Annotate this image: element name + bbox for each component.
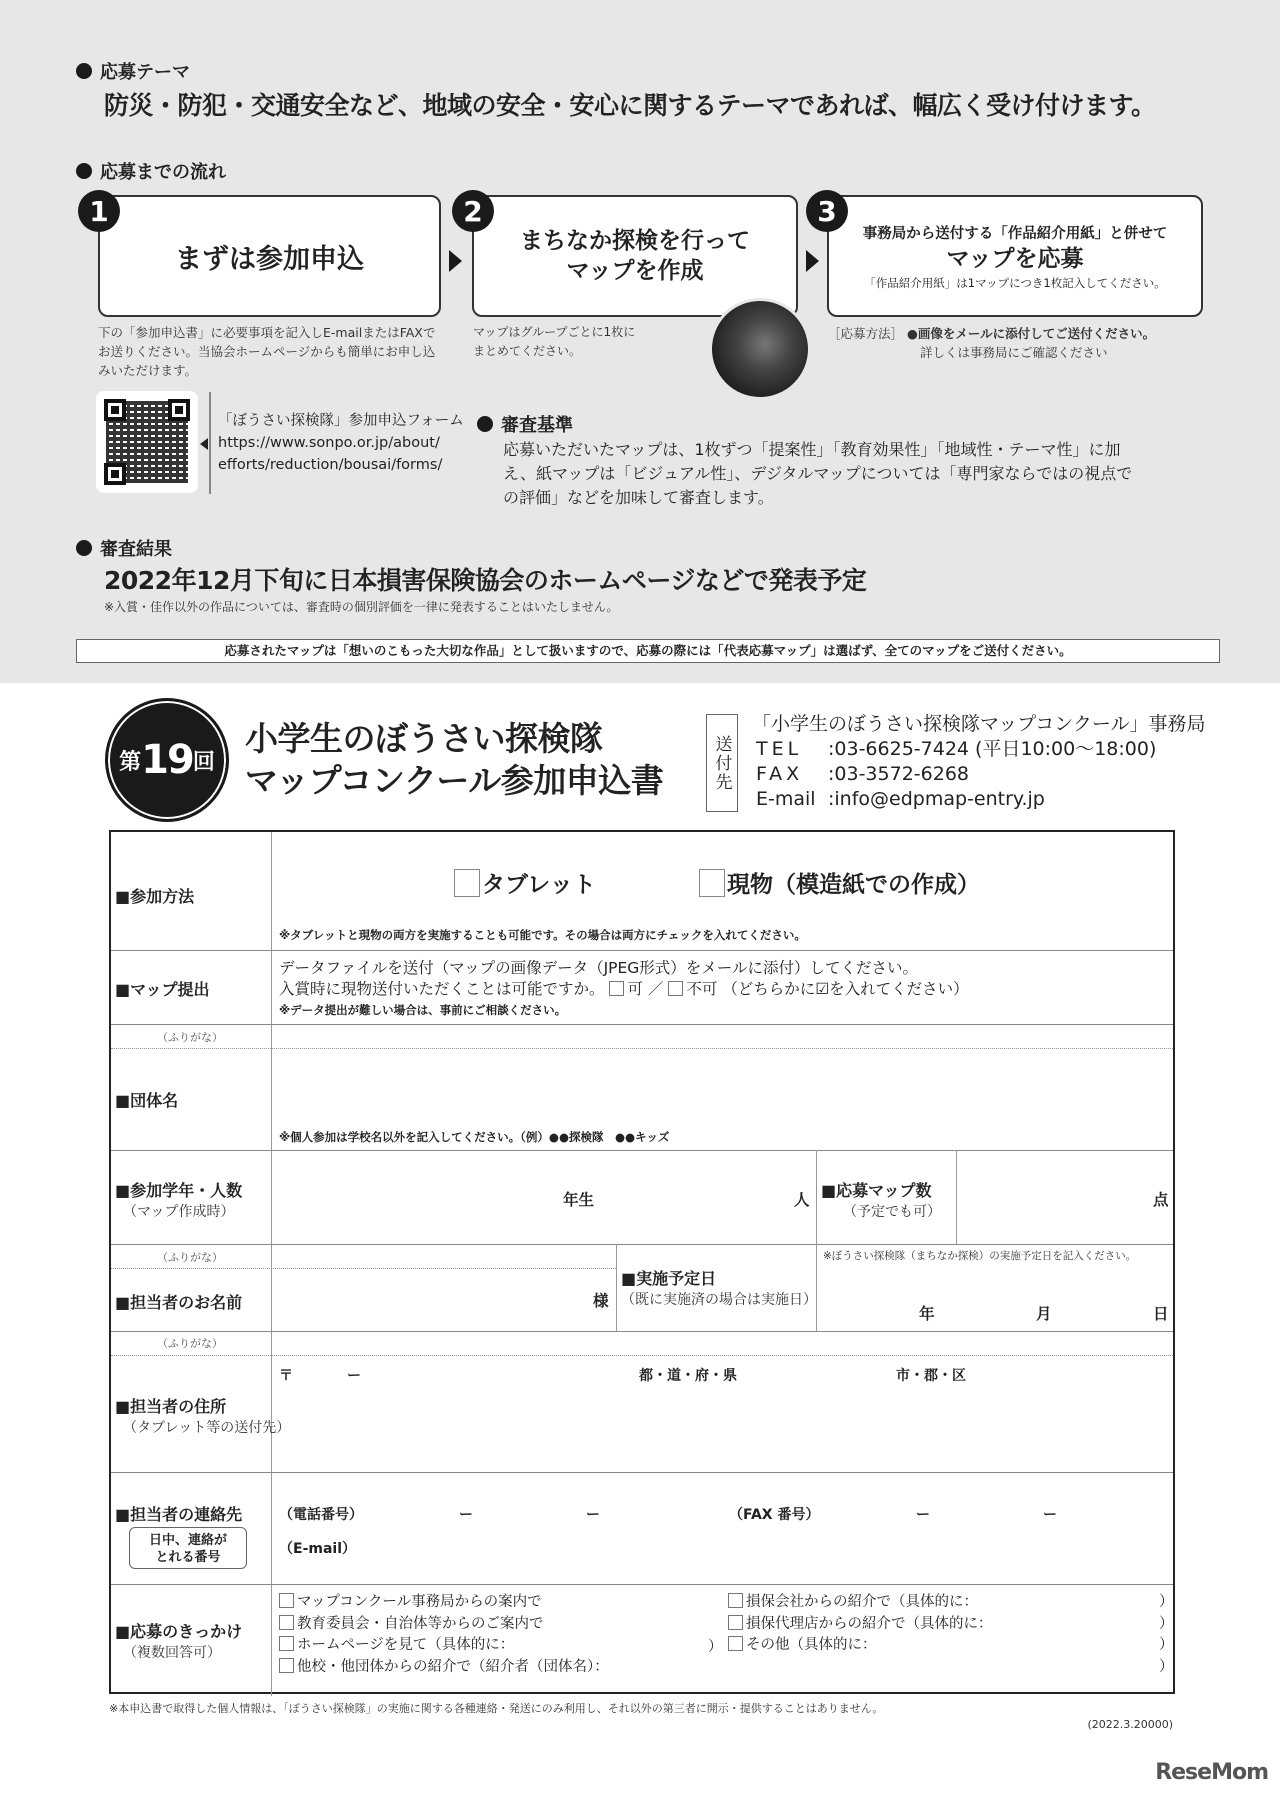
result-heading: 審査結果 [76,535,172,561]
name-label: ■担当者のお名前 [115,1293,243,1312]
method-label: ■参加方法 [115,887,195,906]
name-input[interactable] [273,1272,593,1328]
method-option-physical[interactable]: 現物（模造紙での作成） [699,866,980,899]
checkbox[interactable] [279,1615,294,1630]
form-url-line2[interactable]: efforts/reduction/bousai/forms/ [218,457,443,473]
qr-code[interactable] [96,391,198,493]
daytime-contact-pill: 日中、連絡が とれる番号 [129,1527,247,1569]
checkbox[interactable] [728,1615,743,1630]
step-3-method: ［応募方法］ ●画像をメールに添付してご送付ください。 [828,326,1156,341]
method-note: ※タブレットと現物の両方を実施することも可能です。その場合は両方にチェックを入れてください。 [279,928,806,942]
submit-label: ■マップ提出 [115,980,210,999]
arrow-right-icon [806,250,819,272]
name-furigana-input[interactable] [273,1246,613,1266]
trigger-option[interactable]: ホームページを見て（具体的に： [279,1635,609,1657]
bullet-icon [477,416,493,432]
grade-input[interactable] [273,1152,553,1242]
close-paren: ） [708,1639,723,1655]
step-2-box: まちなか探検を行って マップを作成 [472,195,798,317]
method-option-tablet[interactable]: タブレット [454,866,596,899]
step-2-note: マップはグループごとに1枚に まとめてください。 [473,325,636,358]
bullet-icon [76,540,92,556]
step-3-method-sub: 詳しくは事務局にご確認ください [920,345,1108,360]
sendto-tag: 送付先 [706,714,738,812]
sendto-info: 「小学生のぼうさい探検隊マップコンクール」事務局 TEL :03-6625-7424 (平日10:00〜18:00) FAX :03-3572-6268 E-mail :info@edpmap-entry.jp [752,713,1206,810]
city-label: 市・郡・区 [896,1368,966,1384]
trigger-option[interactable]: その他（具体的に： [728,1635,993,1657]
result-note: ※入賞・佳作以外の作品については、審査時の個別評価を一律に発表することはいたしません。 [104,600,619,614]
edition-badge: 第 19 回 [105,698,229,822]
print-date: (2022.3.20000) [1087,1718,1173,1731]
step-3-box: 事務局から送付する「作品紹介用紙」と併せて マップを応募 「作品紹介用紙」は1マップにつき1枚記入してください。 [827,195,1203,317]
trigger-option[interactable]: 他校・他団体からの紹介で（紹介者（団体名）： [279,1657,609,1679]
date-month: 月 [1036,1305,1052,1323]
people-unit: 人 [794,1191,810,1209]
children-photo [709,298,811,400]
checkbox[interactable] [728,1636,743,1651]
postal-mark: 〒 [279,1368,293,1384]
grade-unit: 年生 [563,1191,595,1209]
date-day: 日 [1153,1305,1169,1323]
prefecture-label: 都・道・府・県 [639,1368,737,1384]
trigger-option[interactable]: マップコンクール事務局からの案内で [279,1592,609,1614]
arrow-left-icon [200,438,208,450]
checkbox[interactable] [279,1593,294,1608]
result-text: 2022年12月下旬に日本損害保険協会のホームページなどで発表予定 [104,566,867,595]
step-1-number: 1 [78,190,120,232]
grade-label: ■参加学年・人数 （マップ作成時） [115,1181,243,1220]
checkbox-yes[interactable] [609,981,624,996]
dash: ー [459,1507,473,1523]
checkbox[interactable] [728,1593,743,1608]
step-1-note: 下の「参加申込書」に必要事項を記入しE-mailまたはFAXでお送りください。当協会ホームページからも簡単にお申し込みいただけます。 [98,325,436,378]
form-title: 小学生のぼうさい探検隊 マップコンクール参加申込書 [245,719,664,800]
date-input[interactable] [823,1268,1163,1328]
date-note: ※ぼうさい探検隊（まちなか探検）の実施予定日を記入ください。 [823,1250,1137,1262]
bullet-icon [76,163,92,179]
checkbox[interactable] [279,1658,294,1673]
form-url-line1[interactable]: https://www.sonpo.or.jp/about/ [218,435,440,451]
maps-label: ■応募マップ数 （予定でも可） [821,1181,941,1220]
furigana-label: （ふりがな） [157,1251,223,1264]
trigger-option[interactable]: 教育委員会・自治体等からのご案内で [279,1614,609,1636]
dash: ー [586,1507,600,1523]
email-link[interactable]: :info@edpmap-entry.jp [828,788,1045,810]
email-input[interactable] [351,1532,1171,1560]
date-label: ■実施予定日 （既に実施済の場合は実施日） [621,1269,817,1308]
trigger-options-left [279,1592,609,1678]
theme-heading: 応募テーマ [76,58,190,84]
form-link[interactable]: 「ぼうさい探検隊」参加申込フォーム https://www.sonpo.or.jp/about/ efforts/reduction/bousai/forms/ [218,410,464,476]
address-input[interactable] [273,1360,1173,1468]
trigger-label: ■応募のきっかけ （複数回答可） [115,1622,243,1661]
group-note: ※個人参加は学校名以外を記入してください。（例）●●探検隊 ●●キッズ [279,1130,670,1144]
submit-note: ※データ提出が難しい場合は、事前にご相談ください。 [279,1003,567,1017]
checkbox-physical[interactable] [699,869,725,897]
notice-banner: 応募されたマップは「想いのこもった大切な作品」として扱いますので、応募の際には「代表応募マップ」は選ばず、全てのマップをご送付ください。 [76,639,1220,663]
trigger-option[interactable]: 損保会社からの紹介で（具体的に： [728,1592,993,1614]
address-label: ■担当者の住所 （タブレット等の送付先） [115,1397,291,1436]
flow-heading: 応募までの流れ [76,158,226,184]
criteria-heading: 審査基準 [477,411,573,437]
checkbox-no[interactable] [668,981,683,996]
furigana-label: （ふりがな） [157,1337,223,1350]
criteria-text: 応募いただいたマップは、1枚ずつ「提案性」「教育効果性」「地域性・テーマ性」に加 え、紙マップは「ビジュアル性」、デジタルマップについては「専門家ならではの視点で の評価」などを加味して審査します。 [503,440,1133,507]
theme-text: 防災・防犯・交通安全など、地域の安全・安心に関するテーマであれば、幅広く受け付けます。 [104,91,1156,120]
people-input[interactable] [591,1152,791,1242]
name-suffix: 様 [593,1292,609,1310]
bullet-icon [76,63,92,79]
furigana-label: （ふりがな） [157,1031,223,1044]
divider [209,392,211,494]
trigger-option[interactable]: 損保代理店からの紹介で（具体的に： [728,1614,993,1636]
close-parens: ） ） ） ） [1159,1594,1174,1675]
group-label: ■団体名 [115,1091,179,1110]
dash: ー [1043,1507,1057,1523]
maps-count-input[interactable] [959,1152,1149,1242]
checkbox[interactable] [279,1636,294,1651]
group-name-input[interactable] [273,1050,1173,1118]
email-label: （E-mail） [279,1541,357,1557]
submit-line1: データファイルを送付（マップの画像データ（JPEG形式）をメールに添付）してください。 [279,959,918,977]
maps-unit: 点 [1153,1191,1169,1209]
dash: ー [916,1507,930,1523]
step-1-box: まずは参加申込 [98,195,441,317]
step-2-number: 2 [452,190,494,232]
step-3-number: 3 [806,190,848,232]
fax-input[interactable] [816,1498,1171,1524]
trigger-options-right [728,1592,993,1657]
arrow-right-icon [449,250,462,272]
postal-dash: ー [347,1368,361,1384]
date-year: 年 [919,1305,935,1323]
contact-label: ■担当者の連絡先 [115,1505,243,1524]
submit-line2: 入賞時に現物送付いただくことは可能ですか。 可 ／ 不可 （どちらかに☑を入れてください） [279,980,969,998]
resemom-logo: ReseMom [1155,1760,1268,1785]
group-furigana-input[interactable] [273,1025,1173,1047]
application-form [109,830,1175,1694]
checkbox-tablet[interactable] [454,869,480,897]
phone-label: （電話番号） [279,1507,363,1523]
phone-input[interactable] [361,1498,706,1524]
privacy-note: ※本申込書で取得した個人情報は、「ぼうさい探検隊」の実施に関する各種連絡・発送にのみ利用し、それ以外の第三者に開示・提供することはありません。 [109,1702,884,1715]
address-furigana-input[interactable] [273,1332,1173,1354]
fax-label: （FAX 番号） [729,1507,820,1523]
